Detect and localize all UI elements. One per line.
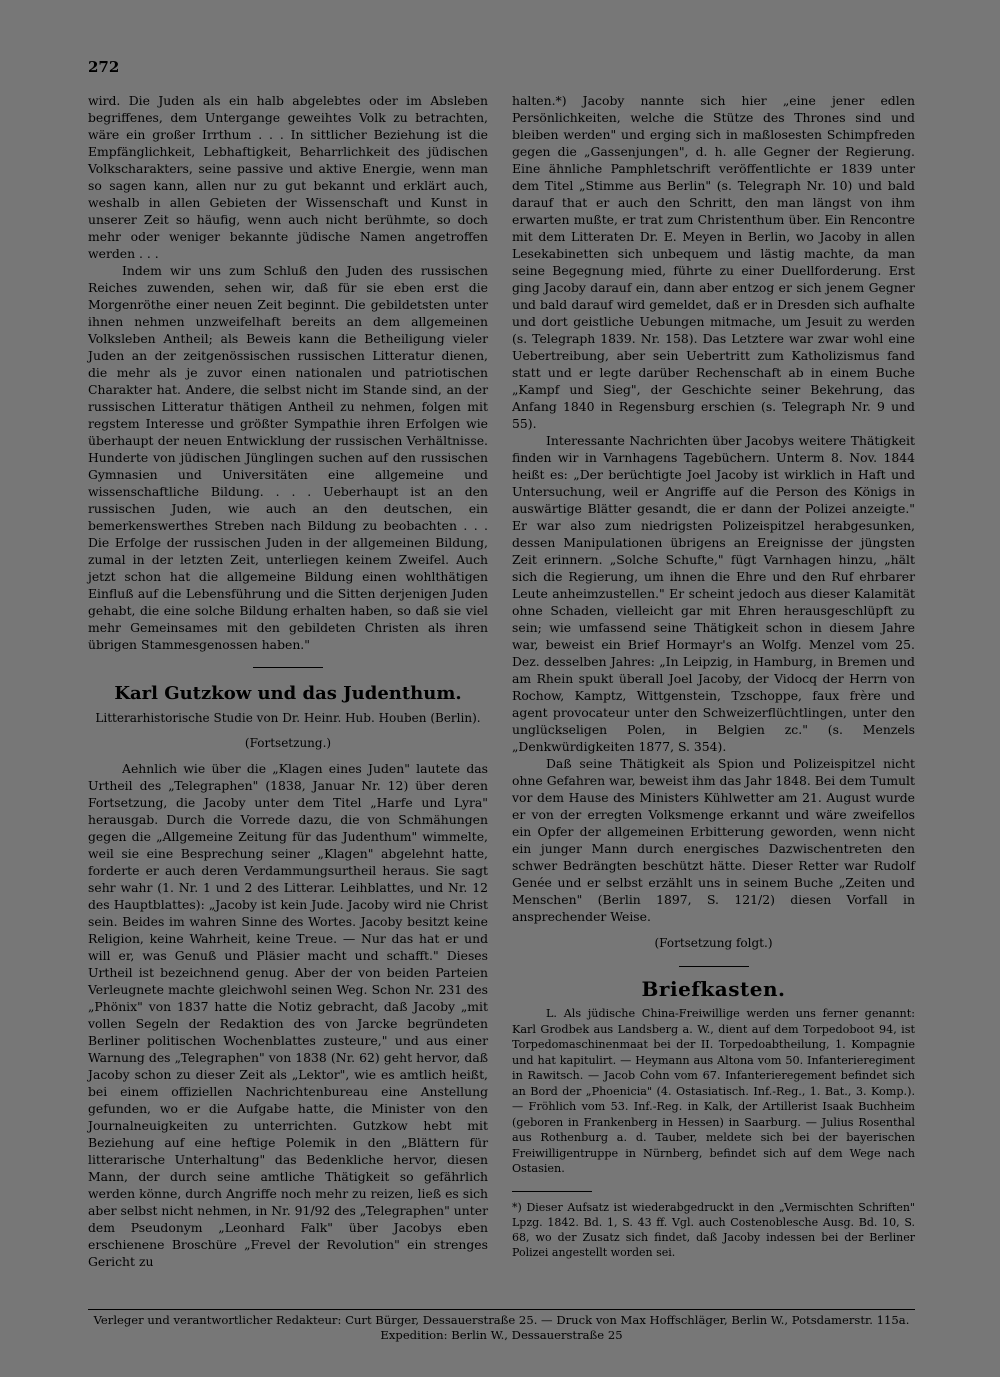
intro-paragraph: wird. Die Juden als ein halb abgelebtes oder im Absleben begriffenes, dem Untergange geweihtes Volk zu betrachten, wäre ein großer Irrthum . . . In sittlicher Beziehung ist die Empfänglichkeit, Lebhaftigkeit, Beharrlichkeit des jüdischen Volkscharakters, seine passive und aktive Energie, wenn man so sagen kann, allen nur zu gut bekannt und erklärt auch, weshalb in allen Gebieten der Wissenschaft und Kunst in unserer Zeit so häufig, wenn auch nicht berühmte, so doch mehr oder weniger bekannte jüdische Namen angetroffen werden . . . (88, 93, 488, 261)
to-be-continued-label: (Fortsetzung folgt.) (654, 936, 773, 950)
article-paragraph: Interessante Nachrichten über Jacobys weitere Thätigkeit finden wir in Varnhagens Tagebüchern. Unterm 8. Nov. 1844 heißt es: „Der berüchtigte Joel Jacoby ist wirklich in Haft und Untersuchung, weil er Angriffe auf die Person des Königs in auswärtige Blätter gesandt, die er dann der Polizei anzeigte." Er war also zum niedrigsten Polizeispitzel herabgesunken, dessen Manipulationen übrigens an Ereignisse der jüngsten Zeit erinnern. „Solche Schufte," fügt Varnhagen hinzu, „hält sich die Regierung, um ihnen die Ehre und den Ruf ehrbarer Leute anheimzustellen." Er scheint jedoch aus dieser Kalamität ohne Schaden, vielleicht gar mit Ehren herausgeschlüpft zu sein; wie umfassend seine Thätigkeit schon in diesem Jahre war, beweist ein Brief Hormayr's an Wolfg. Menzel vom 25. Dez. desselben Jahres: „In Leipzig, in Hamburg, in Bremen und am Rhein spukt überall Joel Jacoby, der Vidocq der Herrn von Rochow, Kamptz, Wittgenstein, Tzschoppe, faux frère und agent provocateur unter den Schweizerflüchtlingen, unter den unglückseligen Polen, in Belgien zc." (s. Menzels „Denkwürdigkeiten 1877, S. 354). (512, 433, 915, 754)
intro-paragraph: Indem wir uns zum Schluß den Juden des russischen Reiches zuwenden, sehen wir, daß für sie eben erst die Morgenröthe einer neuen Zeit beginnt. Die gebildetsten unter ihnen nehmen unzweifelhaft bereits an dem allgemeinen Volksleben Antheil; als Beweis kann die Betheiligung vieler Juden an der zeitgenössischen russischen Litteratur dienen, die mehr als je zuvor einen nationalen und patriotischen Charakter hat. Andere, die selbst nicht im Stande sind, an der russischen Litteratur thätigen Antheil zu nehmen, folgen mit regstem Interesse und größter Sympathie ihren Erfolgen wie überhaupt der neuen Entwicklung der russischen Verhältnisse. Hunderte von jüdischen Jünglingen suchen auf den russischen Gymnasien und Universitäten eine allgemeine und wissenschaftliche Bildung. . . . Ueberhaupt ist an den russischen Juden, wie auch an den deutschen, ein bemerkenswerthes Streben nach Bildung zu beobachten . . . Die Erfolge der russischen Juden in der allgemeinen Bildung, zumal in der letzten Zeit, unterliegen keinem Zweifel. Auch jetzt schon hat die allgemeine Bildung einen wohlthätigen Einfluß auf die Lebensführung und die Sitten derjenigen Juden gehabt, die eine solche Bildung erhalten haben, so daß sie viel mehr Gemeinsames mit den gebildeten Christen als ihren übrigen Stammesgenossen haben." (88, 263, 488, 652)
footnote: *) Dieser Aufsatz ist wiederabgedruckt in den „Vermischten Schriften" Lpzg. 1842. Bd. 1, S. 43 ff. Vgl. auch Costenoblesche Ausg. Bd. 10, S. 68, wo der Zusatz sich findet, daß Jacoby indessen bei der Berliner Polizei angestellt worden sei. (512, 1200, 915, 1259)
section-divider (253, 667, 323, 668)
left-column (88, 92, 488, 1270)
footnote-divider (512, 1191, 592, 1192)
continued-label: (Fortsetzung.) (244, 736, 332, 750)
article-subtitle: Litterarhistorische Studie von Dr. Heinr. Hub. Houben (Berlin). (95, 711, 481, 725)
page-number: 272 (88, 58, 120, 76)
article-title: Karl Gutzkow und das Judenthum. (114, 683, 462, 704)
imprint-line-expedition: Expedition: Berlin W., Dessauerstraße 25 (380, 1328, 623, 1342)
imprint-line-publisher: Verleger und verantwortlicher Redakteur: Curt Bürger, Dessauerstraße 25. — Druck von Max Hoffschläger, Berlin W., Potsdamerstr. 115a. (93, 1313, 910, 1327)
article-paragraph: Daß seine Thätigkeit als Spion und Polizeispitzel nicht ohne Gefahren war, beweist ihm das Jahr 1848. Bei dem Tumult vor dem Hause des Ministers Kühlwetter am 21. August wurde er von der erregten Volksmenge erkannt und wäre zweifellos ein Opfer der allgemeinen Erbitterung geworden, wenn nicht ein junger Mann durch energisches Dazwischentreten den schwer Bedrängten beschützt hätte. Dieser Retter war Rudolf Genée und er selbst erzählt uns in seinem Buche „Zeiten und Menschen" (Berlin 1897, S. 121/2) diesen Vorfall in ansprechender Weise. (512, 756, 915, 924)
imprint-footer (88, 1309, 915, 1343)
letters-paragraph: L. Als jüdische China-Freiwillige werden uns ferner genannt: Karl Grodbek aus Landsberg a. W., dient auf dem Torpedoboot 94, ist Torpedomaschinenmaat bei der II. Torpedoabtheilung, 1. Kompagnie und hat kapitulirt. — Heymann aus Altona vom 50. Infanterieregiment in Rawitsch. — Jacob Cohn vom 67. Infanterieregement befindet sich an Bord der „Phoenicia" (4. Ostasiatisch. Inf.-Reg., 1. Bat., 3. Komp.). — Fröhlich vom 53. Inf.-Reg. in Kalk, der Artillerist Isaak Buchheim (geboren in Frankenberg in Hessen) in Saarburg. — Julius Rosenthal aus Rothenburg a. d. Tauber, meldete sich bei der bayerischen Freiwilligentruppe in Nürnberg, befindet sich auf dem Wege nach Ostasien. (512, 1007, 915, 1175)
letters-section-title: Briefkasten. (641, 977, 786, 1001)
article-paragraph: halten.*) Jacoby nannte sich hier „eine jener edlen Persönlichkeiten, welche die Stütze des Thrones sind und bleiben werden" und erging sich in maßlosesten Schimpfreden gegen die „Gassenjungen", d. h. alle Gegner der Regierung. Eine ähnliche Pamphletschrift veröffentlichte er 1839 unter dem Titel „Stimme aus Berlin" (s. Telegraph Nr. 10) und bald darauf that er auch den Schritt, den man längst von ihm erwarten mußte, er trat zum Christenthum über. Ein Rencontre mit dem Litteraten Dr. E. Meyen in Berlin, wo Jacoby in allen Lesekabinetten sich unbequem und lästig machte, da man seine Begegnung mied, führte zu einer Duellforderung. Erst ging Jacoby darauf ein, dann aber entzog er sich jenem Gegner und bald darauf wird gemeldet, daß er in Dresden sich aufhalte und dort geistliche Uebungen mitmache, um Jesuit zu werden (s. Telegraph 1839. Nr. 158). Das Letztere war zwar wohl eine Uebertreibung, aber sein Uebertritt zum Katholizismus fand statt und er legte darüber Rechenschaft ab in einem Buche „Kampf und Sieg", der Geschichte seiner Bekehrung, das Anfang 1840 in Regensburg erschien (s. Telegraph Nr. 9 und 55). (512, 93, 915, 431)
section-divider (679, 966, 749, 967)
right-column (512, 92, 915, 1260)
article-paragraph: Aehnlich wie über die „Klagen eines Juden" lautete das Urtheil des „Telegraphen" (1838, Januar Nr. 12) über deren Fortsetzung, die Jacoby unter dem Titel „Harfe und Lyra" herausgab. Durch die Vorrede dazu, die von Schmähungen gegen die „Allgemeine Zeitung für das Judenthum" wimmelte, weil sie eine Besprechung seiner „Klagen" abgelehnt hatte, forderte er auch deren Verdammungsurtheil heraus. Sie sagt sehr wahr (1. Nr. 1 und 2 des Litterar. Leihblattes, und Nr. 12 des Hauptblattes): „Jacoby ist kein Jude. Jacoby wird nie Christ sein. Beides im wahren Sinne des Wortes. Jacoby besitzt keine Religion, keine Wahrheit, keine Treue. — Nur das hat er und will er, was Genuß und Pläsier macht und schafft." Dieses Urtheil ist bezeichnend genug. Aber der von beiden Parteien Verleugnete machte gleichwohl seinen Weg. Schon Nr. 231 des „Phönix" von 1837 hatte die Notiz gebracht, daß Jacoby „mit vollen Segeln der Redaktion des von Jarcke begründeten Berliner politischen Wochenblattes zusteure," und aus einer Warnung des „Telegraphen" von 1838 (Nr. 62) geht hervor, daß Jacoby schon zu dieser Zeit als „Lektor", wie es amtlich heißt, bei einem offiziellen Nachrichtenbureau eine Anstellung gefunden, wo er die Aufgabe hatte, die Minister von den Journalneuigkeiten zu unterrichten. Gutzkow hebt mit Beziehung auf eine heftige Polemik in den „Blättern für litterarische Unterhaltung" das Bedenkliche hervor, diesen Mann, der durch seine amtliche Thätigkeit so gefährlich werden könne, durch Angriffe noch mehr zu reizen, ließ es sich aber selbst nicht nehmen, in Nr. 91/92 des „Telegraphen" unter dem Pseudonym „Leonhard Falk" über Jacobys eben erschienene Broschüre „Frevel der Revolution" ein strenges Gericht zu (88, 761, 488, 1269)
